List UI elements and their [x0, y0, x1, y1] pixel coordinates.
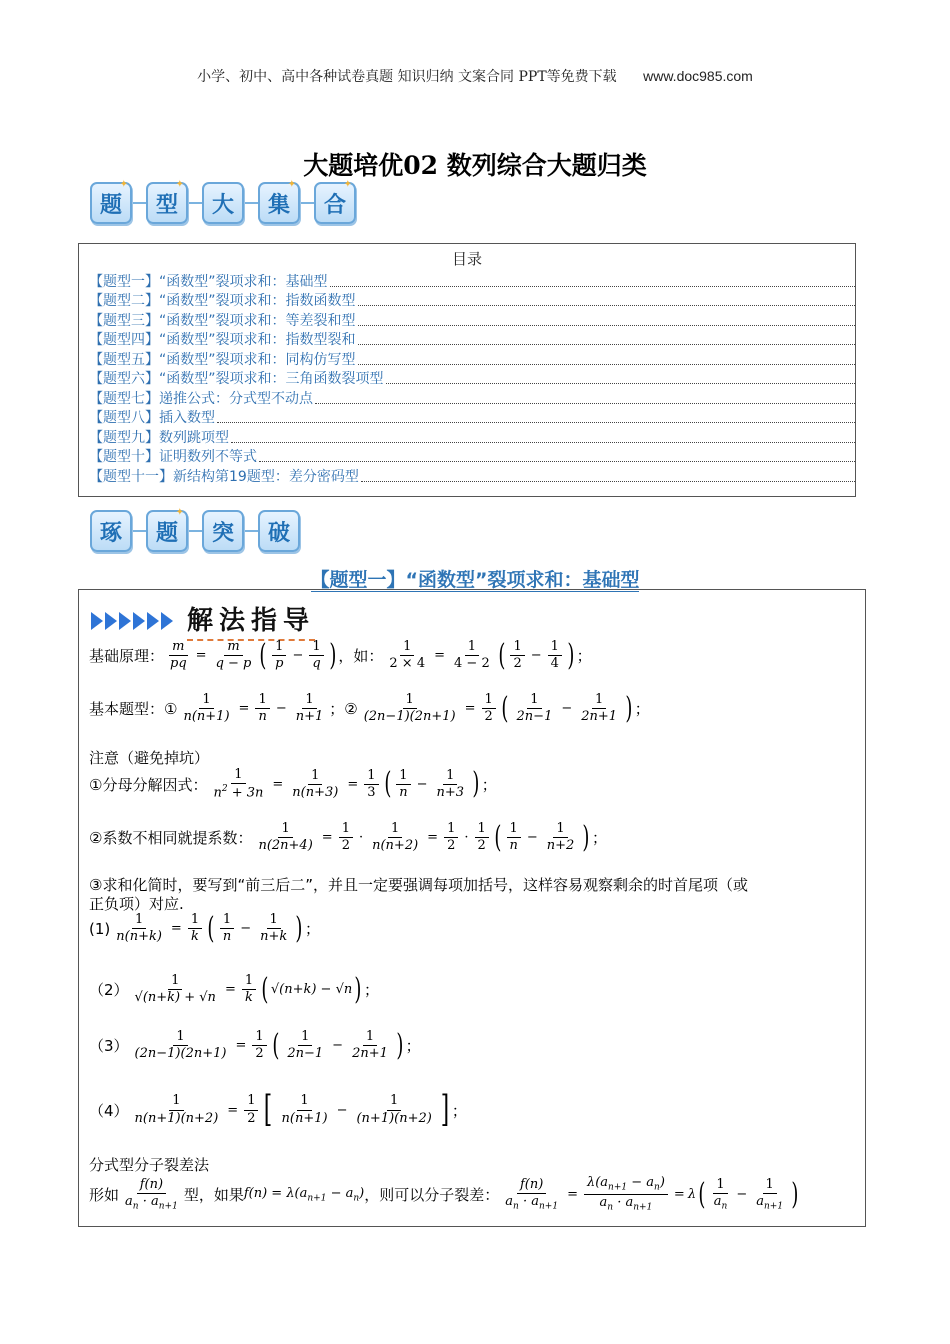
basic-types-line: 基本题型： ① $\frac{1}{n(n+1)}$ = $\frac{1}{n}$ − $\frac{1}{n+1}$ ；② $\frac{1}{(2n-1)(2n+1)}$ = $\frac{1}{2}$ ( $\frac{1}{2n-1}$ − $\frac{1}{2n+1}$ ) ； — [89, 690, 650, 726]
toc-item[interactable]: 【题型二】“函数型”裂项求和：指数函数型 — [89, 291, 855, 311]
sparkle-icon: ✦ — [119, 179, 128, 190]
chevron-arrows-icon — [91, 612, 175, 630]
note3-cont: 正负项）对应. — [89, 895, 184, 913]
toc-item[interactable]: 【题型十】证明数列不等式 — [89, 447, 855, 467]
table-of-contents — [78, 243, 856, 497]
formula: $f(n) = \lambda(a_{n+1} - a_n)$ — [243, 1186, 365, 1204]
note3-line: ③求和化简时，要写到“前三后二”，并且一定要强调每项加括号，这样容易观察剩余的时首尾项（或 — [89, 876, 748, 894]
tile: 突 — [202, 510, 244, 552]
tile: 琢 — [90, 510, 132, 552]
page-title: 大题培优02 数列综合大题归类 — [303, 151, 647, 180]
toc-item[interactable]: 【题型一】“函数型”裂项求和：基础型 — [89, 271, 855, 291]
toc-item[interactable]: 【题型七】递推公式：分式型不动点 — [89, 388, 855, 408]
tile: ✦ 题 — [90, 182, 132, 224]
formula: $\frac{f(n)}{a_n \cdot a_{n+1}}$ — [125, 1176, 178, 1212]
formula: $\frac{1}{√(n+k) + √n}$ = $\frac{1}{k}$ ( √(n+k) − √n ) — [134, 971, 362, 1007]
page-header — [0, 66, 950, 86]
formula: $\frac{1}{n(2n+4)}$ = $\frac{1}{2}$ · $\frac{1}{n(n+2)}$ = $\frac{1}{2}$ · $\frac{1}{2}$ ( $\frac{1}{n}$ − $\frac{1}{n+2}$ ) — [258, 819, 590, 855]
formula: $\frac{1}{n^2 + 3n}$ = $\frac{1}{n(n+3)}$ = $\frac{1}{3}$ ( $\frac{1}{n}$ − $\frac{1}{n+3}$ ) — [213, 766, 480, 802]
formula-item-2: （2） $\frac{1}{√(n+k) + √n}$ = $\frac{1}{k}$ ( √(n+k) − √n ) ； — [89, 971, 379, 1007]
toc-title: 目录 — [451, 250, 482, 268]
tile: ✦ 型 — [146, 182, 188, 224]
toc-item[interactable]: 【题型五】“函数型”裂项求和：同构仿写型 — [89, 349, 855, 369]
formula: $\frac{m}{pq}$ = $\frac{m}{q - p}$ ( $\frac{1}{p}$ − $\frac{1}{q}$ ) — [170, 637, 337, 673]
tile: 大 — [202, 182, 244, 224]
formula-item-4: （4） $\frac{1}{n(n+1)(n+2)}$ = $\frac{1}{2}$ [ $\frac{1}{n(n+1)}$ − $\frac{1}{(n+1)(n+2)}$ ] ； — [89, 1089, 467, 1130]
fraction-method-line: 形如 $\frac{f(n)}{a_n \cdot a_{n+1}}$ 型，如果 $f(n) = \lambda(a_{n+1} - a_n)$ ，则可以分子裂差： $\frac{f(n)}{a_n \cdot a_{n+1}}$ = $\frac{\lambda(a_{n+1} - a_n)}{a_n \cdot a_{n+1}}$ = λ ( $\frac{1}{a_n}$ − $\frac{1}{a_{n+1}}$ ) — [89, 1176, 801, 1214]
breakthrough-tiles — [90, 507, 300, 552]
guide-banner — [91, 600, 315, 641]
tile: ✦ 集 — [258, 182, 300, 224]
collection-tiles — [90, 179, 356, 224]
tile: ✦ 合 — [314, 182, 356, 224]
formula: $\frac{1}{(2n-1)(2n+1)}$ = $\frac{1}{2}$ ( $\frac{1}{2n-1}$ − $\frac{1}{2n+1}$ ) — [363, 690, 633, 726]
basic-principle-line: 基础原理： $\frac{m}{pq}$ = $\frac{m}{q - p}$ ( $\frac{1}{p}$ − $\frac{1}{q}$ ) ，如： $\frac{1}{2 \times 4}$ = $\frac{1}{4 - 2}$ ( $\frac{1}{2}$ − $\frac{1}{4}$ ) ； — [89, 637, 592, 673]
toc-item[interactable]: 【题型八】插入数型 — [89, 408, 855, 428]
section-heading: 【题型一】“函数型”裂项求和：基础型 — [310, 569, 640, 591]
sparkle-icon: ✦ — [175, 507, 184, 518]
solution-guide-box — [78, 589, 866, 1227]
formula: $\frac{1}{n(n+1)}$ = $\frac{1}{n}$ − $\frac{1}{n+1}$ — [183, 692, 324, 725]
header-site[interactable]: www.doc985.com — [643, 68, 753, 84]
toc-item[interactable]: 【题型六】“函数型”裂项求和：三角函数裂项型 — [89, 369, 855, 389]
toc-item[interactable]: 【题型十一】新结构第19题型：差分密码型 — [89, 466, 855, 486]
formula: $\frac{1}{2 \times 4}$ = $\frac{1}{4 - 2}$ ( $\frac{1}{2}$ − $\frac{1}{4}$ ) — [389, 637, 575, 673]
note-heading: 注意（避免掉坑） — [89, 749, 210, 767]
formula-item-3: （3） $\frac{1}{(2n-1)(2n+1)}$ = $\frac{1}{2}$ ( $\frac{1}{2n-1}$ − $\frac{1}{2n+1}$ ) ； — [89, 1027, 421, 1063]
guide-title: 解法指导 — [187, 600, 315, 641]
header-text: 小学、初中、高中各种试卷真题 知识归纳 文案合同 PPT等免费下载 — [197, 69, 617, 85]
toc-item[interactable]: 【题型九】数列跳项型 — [89, 427, 855, 447]
formula-item-1: (1) $\frac{1}{n(n+k)}$ = $\frac{1}{k}$ ( $\frac{1}{n}$ − $\frac{1}{n+k}$ ) ； — [89, 910, 320, 946]
formula: $\frac{f(n)}{a_n \cdot a_{n+1}}$ = $\frac{\lambda(a_{n+1} - a_n)}{a_n \cdot a_{n+1}}$ = λ ( $\frac{1}{a_n}$ − $\frac{1}{a_{n+1}}$ ) — [505, 1175, 799, 1214]
toc-list — [79, 271, 855, 486]
note2-line: ②系数不相同就提系数： $\frac{1}{n(2n+4)}$ = $\frac{1}{2}$ · $\frac{1}{n(n+2)}$ = $\frac{1}{2}$ · $\frac{1}{2}$ ( $\frac{1}{n}$ − $\frac{1}{n+2}$ ) ； — [89, 819, 608, 855]
tile: 破 — [258, 510, 300, 552]
sparkle-icon: ✦ — [175, 179, 184, 190]
formula: $\frac{1}{n(n+1)(n+2)}$ = $\frac{1}{2}$ [ $\frac{1}{n(n+1)}$ − $\frac{1}{(n+1)(n+2)}$ ] — [134, 1089, 450, 1130]
fraction-method-heading: 分式型分子裂差法 — [89, 1156, 210, 1174]
toc-item[interactable]: 【题型四】“函数型”裂项求和：指数型裂和 — [89, 330, 855, 350]
tile: ✦ 题 — [146, 510, 188, 552]
toc-item[interactable]: 【题型三】“函数型”裂项求和：等差裂和型 — [89, 310, 855, 330]
formula: $\frac{1}{(2n-1)(2n+1)}$ = $\frac{1}{2}$ ( $\frac{1}{2n-1}$ − $\frac{1}{2n+1}$ ) — [134, 1027, 404, 1063]
sparkle-icon: ✦ — [287, 179, 296, 190]
formula: $\frac{1}{n(n+k)}$ = $\frac{1}{k}$ ( $\frac{1}{n}$ − $\frac{1}{n+k}$ ) — [116, 910, 303, 946]
sparkle-icon: ✦ — [343, 179, 352, 190]
note1-line: ①分母分解因式： $\frac{1}{n^2 + 3n}$ = $\frac{1}{n(n+3)}$ = $\frac{1}{3}$ ( $\frac{1}{n}$ − $\frac{1}{n+3}$ ) ； — [89, 766, 497, 802]
